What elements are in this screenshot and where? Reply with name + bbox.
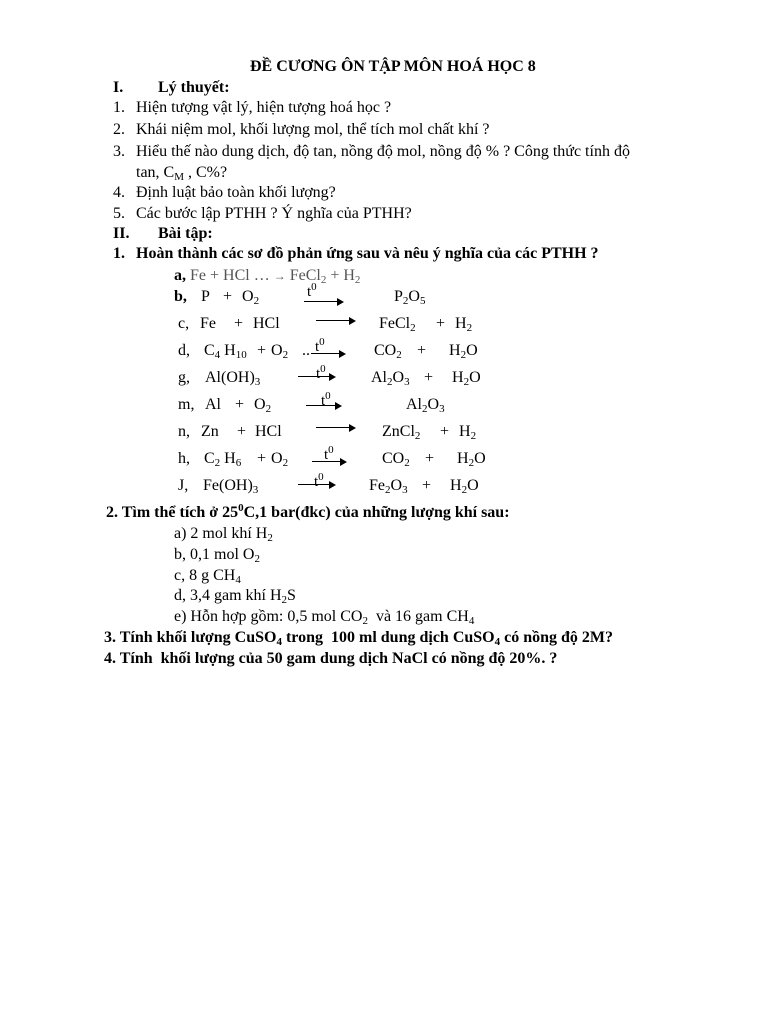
list-item-number: 5. xyxy=(113,205,125,222)
plus-sign: + xyxy=(257,342,267,359)
text: O xyxy=(271,450,283,467)
text: , C%? xyxy=(184,164,228,181)
reaction-arrow-icon xyxy=(304,301,342,302)
text: t xyxy=(324,447,329,463)
subscript: 3 xyxy=(404,376,410,388)
superscript: 0 xyxy=(311,281,317,293)
reaction-arrow-icon xyxy=(298,484,334,485)
text: O xyxy=(466,342,478,359)
list-item: Hiện tượng vật lý, hiện tượng hoá học ? xyxy=(136,99,392,116)
subscript: 4 xyxy=(468,615,475,627)
reaction-arrow-icon xyxy=(312,461,345,462)
text: trong 100 ml dung dịch CuSO xyxy=(281,629,495,646)
list-item: Khái niệm mol, khối lượng mol, thể tích mol chất khí ? xyxy=(136,121,490,138)
reactant: Fe xyxy=(200,315,216,332)
exercise-number: 1. xyxy=(113,245,125,262)
product xyxy=(449,341,478,361)
reaction-arrow-icon xyxy=(311,353,344,354)
exercise-1-prompt: Hoàn thành các sơ đồ phản ứng sau và nêu ý nghĩa của các PTHH ? xyxy=(136,245,599,262)
product xyxy=(406,395,445,415)
product xyxy=(455,314,472,334)
list-item-number: 3. xyxy=(113,143,125,160)
superscript: 0 xyxy=(238,502,244,514)
text: t xyxy=(314,474,319,490)
dots: .. xyxy=(302,342,310,359)
product xyxy=(371,368,410,388)
text: a) 2 mol khí H xyxy=(174,525,268,542)
text: CO xyxy=(374,342,397,359)
gas-item-b xyxy=(174,545,260,565)
plus-sign: + xyxy=(223,288,233,305)
text: H xyxy=(449,342,461,359)
subscript: 3 xyxy=(439,403,445,415)
reactant xyxy=(205,368,260,388)
subscript: 2 xyxy=(460,349,467,361)
plus-sign: + xyxy=(235,396,245,413)
reaction-product xyxy=(290,267,361,284)
product xyxy=(374,341,402,361)
superscript: 0 xyxy=(328,444,334,456)
subscript: 2 xyxy=(282,457,289,469)
plus-sign: + xyxy=(417,342,427,359)
product xyxy=(452,368,481,388)
text: 3. Tính khối lượng CuSO xyxy=(104,629,277,646)
product xyxy=(450,476,479,496)
product xyxy=(459,422,476,442)
text: H xyxy=(450,477,462,494)
subscript: 2 xyxy=(385,484,391,496)
superscript: 0 xyxy=(318,471,324,483)
reactant xyxy=(271,449,288,469)
subscript: 6 xyxy=(235,457,242,469)
subscript: 2 xyxy=(265,403,272,415)
text: t xyxy=(315,339,320,355)
text: O xyxy=(474,450,486,467)
exercise-3-prompt xyxy=(104,628,613,648)
subscript: 2 xyxy=(320,274,327,286)
product xyxy=(382,449,410,469)
text: O xyxy=(271,342,283,359)
subscript: 5 xyxy=(419,295,426,307)
list-item-number: 4. xyxy=(113,184,125,201)
subscript: 2 xyxy=(354,274,361,286)
product xyxy=(382,422,420,442)
superscript: 0 xyxy=(325,390,331,402)
reactant: HCl xyxy=(255,423,282,440)
subscript: 2 xyxy=(281,594,288,606)
gas-item-a xyxy=(174,524,273,544)
subscript: 2 xyxy=(387,376,393,388)
text: C,1 bar(đkc) của những lượng khí sau: xyxy=(243,504,510,521)
text: C xyxy=(204,450,215,467)
text: O xyxy=(242,288,254,305)
text: O xyxy=(390,477,403,494)
subscript: 2 xyxy=(468,457,475,469)
subscript: 2 xyxy=(463,376,470,388)
plus-sign: + xyxy=(436,315,446,332)
subscript: 3 xyxy=(254,376,261,388)
text: Al xyxy=(406,396,422,413)
text: H xyxy=(455,315,467,332)
subscript: M xyxy=(174,171,184,183)
gas-item-c xyxy=(174,566,241,586)
text: O xyxy=(254,396,266,413)
list-item: Định luật bảo toàn khối lượng? xyxy=(136,184,336,201)
subscript: 2 xyxy=(253,295,260,307)
product xyxy=(457,449,486,469)
text: t xyxy=(321,393,326,409)
text: d, 3,4 gam khí H xyxy=(174,587,282,604)
section-heading: Lý thuyết: xyxy=(158,79,230,96)
reactant xyxy=(271,341,288,361)
reaction-a xyxy=(174,266,360,286)
plus-sign: + xyxy=(425,450,435,467)
text: O xyxy=(427,396,440,413)
reactant: Zn xyxy=(201,423,219,440)
text: Fe(OH) xyxy=(203,477,253,494)
reactant: HCl xyxy=(253,315,280,332)
text: S xyxy=(287,587,296,604)
list-item-continuation xyxy=(136,163,227,183)
text: t xyxy=(307,284,312,300)
subscript: 2 xyxy=(254,553,260,565)
gas-item-d xyxy=(174,586,296,606)
temperature-label xyxy=(307,281,317,300)
plus-sign: + xyxy=(422,477,432,494)
reaction-arrow-icon xyxy=(298,376,334,377)
reaction-label: h, xyxy=(178,450,190,467)
text: O xyxy=(392,369,405,386)
text: b, xyxy=(174,288,187,305)
subscript: 2 xyxy=(402,295,409,307)
plus-sign: + xyxy=(237,423,247,440)
subscript: 4 xyxy=(494,636,501,648)
text: Fe xyxy=(369,477,385,494)
exercise-4-prompt: 4. Tính khối lượng của 50 gam dung dịch NaCl có nồng độ 20%. ? xyxy=(104,650,558,667)
subscript: 2 xyxy=(470,430,477,442)
text: P xyxy=(394,288,403,305)
text: H xyxy=(459,423,471,440)
list-item: Hiểu thế nào dung dịch, độ tan, nồng độ mol, nồng độ % ? Công thức tính độ xyxy=(136,143,630,160)
reactant xyxy=(204,449,241,469)
subscript: 4 xyxy=(214,349,221,361)
plus-sign: + xyxy=(257,450,267,467)
reaction-label: n, xyxy=(178,423,190,440)
subscript: 2 xyxy=(422,403,428,415)
reactant xyxy=(242,287,259,307)
plus-sign: + xyxy=(234,315,244,332)
text: và 16 gam CH xyxy=(367,608,469,625)
plus-sign: + xyxy=(424,369,434,386)
text: FeCl xyxy=(379,315,411,332)
text: có nồng độ 2M? xyxy=(500,629,614,646)
section-heading: Bài tập: xyxy=(158,225,213,242)
subscript: 2 xyxy=(214,457,221,469)
text: ZnCl xyxy=(382,423,415,440)
temperature-label xyxy=(316,363,326,382)
arrow-icon: → xyxy=(273,269,286,283)
text: CO xyxy=(382,450,405,467)
page-title: ĐỀ CƯƠNG ÔN TẬP MÔN HOÁ HỌC 8 xyxy=(250,58,536,75)
product xyxy=(369,476,408,496)
product xyxy=(394,287,425,307)
text: 2. Tìm thể tích ở 25 xyxy=(106,504,239,521)
list-item: Các bước lập PTHH ? Ý nghĩa của PTHH? xyxy=(136,205,412,222)
subscript: 2 xyxy=(282,349,289,361)
gas-item-e xyxy=(174,607,474,627)
product xyxy=(379,314,416,334)
reaction-label: c, xyxy=(178,315,190,332)
subscript: 4 xyxy=(235,574,241,586)
plus-sign: + xyxy=(440,423,450,440)
text: H xyxy=(220,342,236,359)
reaction-label: m, xyxy=(178,396,195,413)
section-numeral: I. xyxy=(113,79,124,96)
reaction-label xyxy=(174,287,187,307)
reaction-label: a, xyxy=(174,267,186,284)
superscript: 0 xyxy=(320,363,326,375)
subscript: 3 xyxy=(252,484,259,496)
text: FeCl xyxy=(289,267,321,284)
text: H xyxy=(452,369,464,386)
subscript: 3 xyxy=(402,484,408,496)
text: C xyxy=(204,342,215,359)
temperature-label xyxy=(314,471,324,490)
subscript: 2 xyxy=(410,322,416,334)
section-numeral: II. xyxy=(113,225,130,242)
subscript: 2 xyxy=(362,615,368,627)
text: tan, C xyxy=(136,164,175,181)
subscript: 4 xyxy=(276,636,282,648)
text: + H xyxy=(326,267,355,284)
subscript: 2 xyxy=(396,349,402,361)
subscript: 2 xyxy=(414,430,421,442)
text: H xyxy=(220,450,236,467)
subscript: 2 xyxy=(461,484,468,496)
exercise-2-prompt xyxy=(106,503,510,523)
text: H xyxy=(457,450,469,467)
temperature-label xyxy=(321,390,331,409)
reaction-arrow-icon xyxy=(316,320,354,321)
text: e) Hỗn hợp gồm: 0,5 mol CO xyxy=(174,608,363,625)
text: b, 0,1 mol O xyxy=(174,546,255,563)
reaction-label: g, xyxy=(178,369,190,386)
list-item-number: 1. xyxy=(113,99,125,116)
reaction-arrow-icon xyxy=(306,405,340,406)
list-item-number: 2. xyxy=(113,121,125,138)
subscript: 2 xyxy=(404,457,410,469)
subscript: 10 xyxy=(235,349,247,361)
text: Al xyxy=(371,369,387,386)
reaction-lhs: Fe + HCl … xyxy=(190,267,270,284)
subscript: 2 xyxy=(466,322,473,334)
text: O xyxy=(408,288,420,305)
reactant xyxy=(204,341,247,361)
text: O xyxy=(467,477,479,494)
text: O xyxy=(469,369,481,386)
text: c, 8 g CH xyxy=(174,567,236,584)
reactant: P xyxy=(201,288,210,305)
text: Al(OH) xyxy=(205,369,255,386)
subscript: 2 xyxy=(267,532,273,544)
reaction-label: J, xyxy=(178,477,189,494)
text: t xyxy=(316,366,321,382)
reactant xyxy=(254,395,271,415)
superscript: 0 xyxy=(319,336,325,348)
reaction-label: d, xyxy=(178,342,190,359)
reaction-arrow-icon xyxy=(316,427,354,428)
reactant xyxy=(203,476,258,496)
reactant: Al xyxy=(205,396,221,413)
